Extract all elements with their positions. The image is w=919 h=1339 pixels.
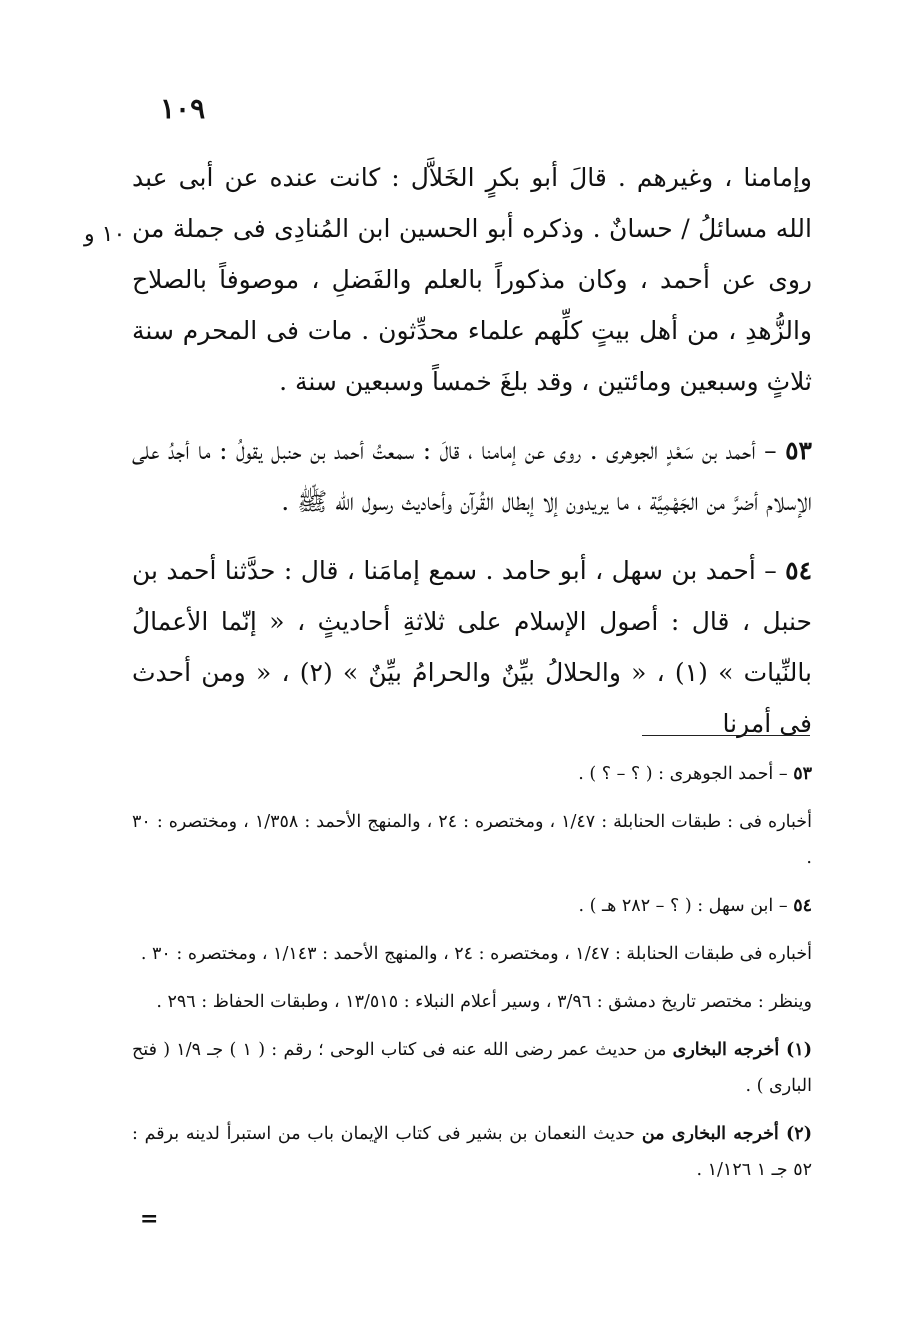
footnote-note-2-text: حديث النعمان بن بشير فى كتاب الإيمان باب من استبرأ لدينه برقم : ٥٢ جـ ١ ١/١٢٦ . <box>132 1124 812 1180</box>
footnote-divider <box>642 735 810 736</box>
footnote-54-number: ٥٤ <box>793 896 812 916</box>
entry-54 <box>132 545 812 749</box>
footnote-53-heading <box>132 756 812 792</box>
footnote-54-title: – ابن سهل : ( ؟ – ٢٨٢ هـ ) . <box>578 896 788 916</box>
margin-marker: ١٠ و <box>84 222 126 247</box>
footnote-note-1 <box>132 1032 812 1104</box>
footnotes <box>132 756 812 1188</box>
footnote-54-heading <box>132 888 812 924</box>
paragraph-continuation: وإمامنا ، وغيرهم . قالَ أبو بكرٍ الخَلاَّل : كانت عنده عن أبى عبد الله مسائلُ / حسانٌ . وذكره أبو الحسين ابن المُنادِى فى جملة من روى عن أحمد ، وكان مذكوراً بالعلم والفَضلِ ، موصوفاً بالصلاح والزُّهدِ ، من أهل بيتٍ كلِّهم علماء محدِّثون . مات فى المحرم سنة ثلاثٍ وسبعين ومائتين ، وقد بلغَ خمساً وسبعين سنة . <box>132 163 812 396</box>
footnote-note-2 <box>132 1116 812 1188</box>
footnote-note-2-label: (٢) أخرجه البخارى من <box>641 1124 812 1144</box>
entry-53-text: – أحمد بن سَعْدٍ الجوهرى . روى عن إمامنا ، قالَ : سمعتُ أحمد بن حنبل يقولُ : ما أجدُ على الإسلام أضرَّ من الجَهْمِيَّة ، ما يريدون إلا إبطال القُرآن وأحاديث رسول الله ﷺ . <box>132 436 812 516</box>
entry-53 <box>132 425 812 527</box>
entry-54-text: – أحمد بن سهل ، أبو حامد . سمع إمامَنا ، قال : حدَّثنا أحمد بن حنبل ، قال : أصول الإسلام على ثلاثةِ أحاديثٍ ، « إنّما الأعمالُ بالنِّيات » (١) ، « والحلالُ بيِّنٌ والحرامُ بيِّنٌ » (٢) ، « ومن أحدث فى أمرنا <box>132 556 813 738</box>
footnote-54-see-also: وينظر : مختصر تاريخ دمشق : ٣/٩٦ ، وسير أعلام النبلاء : ١٣/٥١٥ ، وطبقات الحفاظ : ٢٩٦ . <box>156 992 812 1012</box>
footnote-54-sources: أخباره فى طبقات الحنابلة : ١/٤٧ ، ومختصره : ٢٤ ، والمنهج الأحمد : ١/١٤٣ ، ومختصره : ٣٠ . <box>140 944 812 964</box>
page-number: ١٠٩ <box>160 92 206 125</box>
footnote-note-1-label: (١) أخرجه البخارى <box>672 1040 812 1060</box>
continuation-mark: = <box>140 1206 159 1232</box>
footnote-53-sources: أخباره فى : طبقات الحنابلة : ١/٤٧ ، ومختصره : ٢٤ ، والمنهج الأحمد : ١/٣٥٨ ، ومختصره : ٣٠ . <box>132 812 812 868</box>
main-text <box>132 152 812 749</box>
entry-number-54: ٥٤ <box>785 556 812 585</box>
entry-number-53: ٥٣ <box>785 436 812 465</box>
footnote-53-title: – أحمد الجوهرى : ( ؟ – ؟ ) . <box>578 764 788 784</box>
footnote-53-number: ٥٣ <box>793 764 812 784</box>
footnote-note-1-text: من حديث عمر رضى الله عنه فى كتاب الوحى ؛ رقم : ( ١ ) جـ ١/٩ ( فتح البارى ) . <box>132 1040 812 1096</box>
